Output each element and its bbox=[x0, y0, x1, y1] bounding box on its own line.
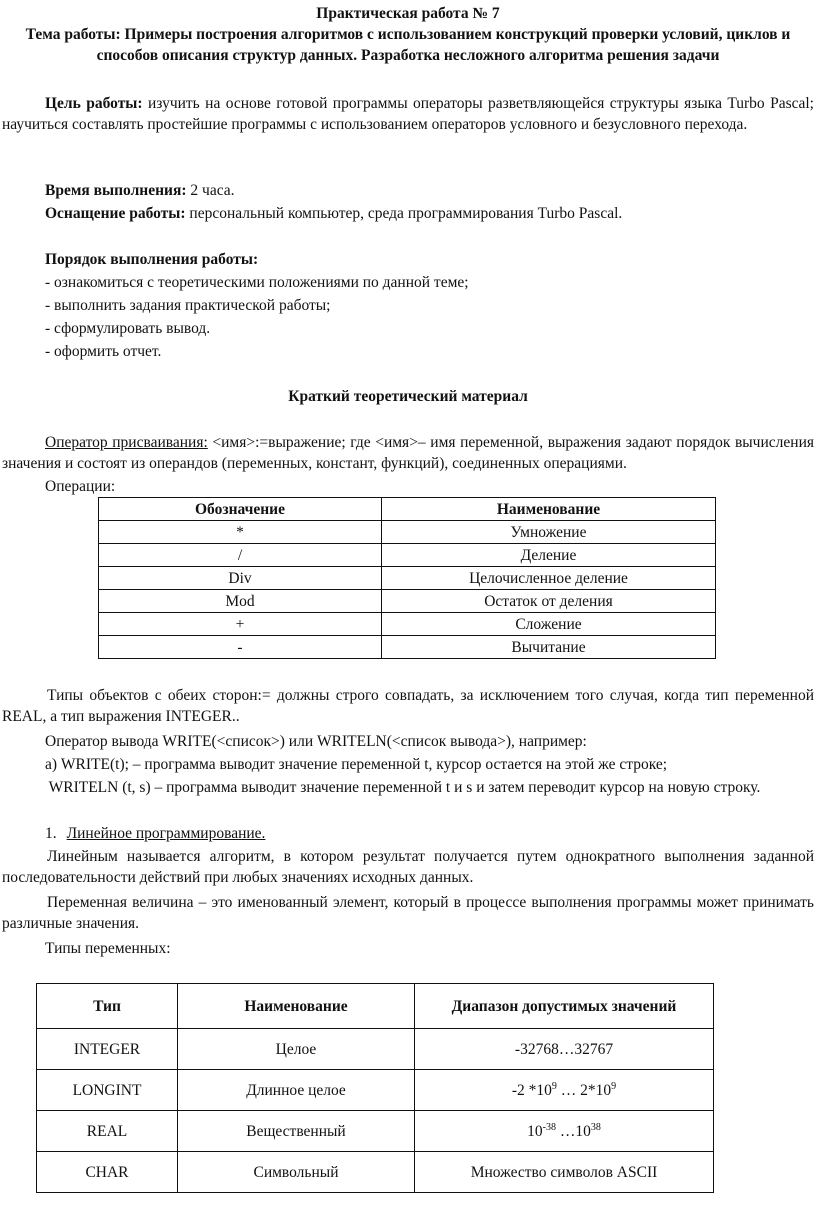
range-exponent: -38 bbox=[542, 1121, 556, 1133]
table-row bbox=[99, 613, 716, 636]
table-cell: Деление bbox=[382, 544, 716, 567]
order-item: - оформить отчет. bbox=[45, 343, 162, 360]
var-types-label: Типы переменных: bbox=[45, 940, 171, 957]
range-exponent: 38 bbox=[590, 1121, 601, 1133]
work-topic: Тема работы: Примеры построения алгоритмов с использованием конструкций проверки условий, циклов и способов описания структур данных. Разработка несложного алгоритма решения задачи bbox=[25, 26, 791, 64]
variable-types-table bbox=[36, 983, 714, 1193]
assign-text: <имя>:=выражение; где <имя>– имя переменной, выражения задают порядок вычисления значения и состоят из операндов (переменных, констант, функций), соединенных операциями. bbox=[2, 434, 814, 472]
order-item: - сформулировать вывод. bbox=[45, 320, 211, 337]
table-header: Обозначение bbox=[99, 498, 382, 521]
table-row bbox=[99, 567, 716, 590]
range-part: …10 bbox=[555, 1122, 591, 1140]
assign-paragraph bbox=[0, 432, 816, 474]
type-cell: CHAR bbox=[37, 1152, 178, 1193]
time-line bbox=[0, 180, 816, 201]
table-row bbox=[99, 521, 716, 544]
write-example-a: а) WRITE(t); – программа выводит значение переменной t, курсор остается на этой же строке; bbox=[45, 756, 668, 773]
order-item: - выполнить задания практической работы; bbox=[45, 297, 331, 314]
table-header-row bbox=[99, 498, 716, 521]
table-cell: Сложение bbox=[382, 613, 716, 636]
section-heading bbox=[0, 823, 816, 844]
type-cell: LONGINT bbox=[37, 1070, 178, 1111]
goal-paragraph bbox=[0, 93, 816, 135]
theory-title: Краткий теоретический материал bbox=[288, 388, 528, 405]
table-row bbox=[37, 1111, 714, 1152]
order-label: Порядок выполнения работы: bbox=[45, 251, 259, 268]
writeln-paragraph bbox=[0, 777, 816, 798]
time-text: 2 часа. bbox=[186, 182, 235, 199]
table-cell: / bbox=[99, 544, 382, 567]
types-paragraph: Типы объектов с обеих сторон:= должны строго совпадать, за исключением того случая, когда тип переменной REAL, а тип выражения INTEGER.. bbox=[2, 687, 814, 725]
table-cell: Mod bbox=[99, 590, 382, 613]
operations-table bbox=[98, 497, 716, 659]
name-cell: Длинное целое bbox=[178, 1070, 415, 1111]
goal-label: Цель работы: bbox=[45, 95, 143, 112]
table-header: Тип bbox=[37, 984, 178, 1029]
page-title: Практическая работа № 7 bbox=[316, 5, 500, 22]
table-cell: Вычитание bbox=[382, 636, 716, 659]
name-cell: Вещественный bbox=[178, 1111, 415, 1152]
table-row bbox=[99, 544, 716, 567]
variable-paragraph: Переменная величина – это именованный элемент, который в процессе выполнения программы может принимать различные значения. bbox=[2, 894, 814, 932]
table-cell: Остаток от деления bbox=[382, 590, 716, 613]
table-row bbox=[99, 636, 716, 659]
range-cell: Множество символов ASCII bbox=[415, 1152, 714, 1193]
table-header: Наименование bbox=[382, 498, 716, 521]
table-cell: Div bbox=[99, 567, 382, 590]
table-cell: * bbox=[99, 521, 382, 544]
range-part: 10 bbox=[527, 1122, 543, 1140]
operations-label: Операции: bbox=[45, 478, 116, 495]
name-cell: Целое bbox=[178, 1029, 415, 1070]
table-row bbox=[99, 590, 716, 613]
assign-label: Оператор присваивания: bbox=[45, 434, 208, 451]
table-row bbox=[37, 1152, 714, 1193]
write-paragraph: Оператор вывода WRITE(<список>) или WRITELN(<список вывода>), например: bbox=[45, 733, 587, 750]
order-item: - ознакомиться с теоретическими положениями по данной теме; bbox=[45, 274, 469, 291]
range-exponent: 9 bbox=[611, 1080, 617, 1092]
table-cell: + bbox=[99, 613, 382, 636]
equipment-line bbox=[0, 203, 816, 224]
table-cell: Целочисленное деление bbox=[382, 567, 716, 590]
type-cell: REAL bbox=[37, 1111, 178, 1152]
table-row bbox=[37, 1029, 714, 1070]
name-cell: Символьный bbox=[178, 1152, 415, 1193]
table-cell: Умножение bbox=[382, 521, 716, 544]
goal-text: изучить на основе готовой программы операторы разветвляющейся структуры языка Turbo Pascal; научиться составлять простейшие программы с использованием операторов условного и безусловного перехода. bbox=[2, 95, 814, 133]
time-label: Время выполнения: bbox=[45, 182, 187, 199]
type-cell: INTEGER bbox=[37, 1029, 178, 1070]
equipment-text: персональный компьютер, среда программирования Turbo Pascal. bbox=[185, 205, 623, 222]
range-exponent: 9 bbox=[551, 1080, 557, 1092]
table-cell: - bbox=[99, 636, 382, 659]
range-part: -2 *10 bbox=[511, 1081, 552, 1099]
range-cell bbox=[415, 1070, 714, 1111]
range-part: … 2*10 bbox=[556, 1081, 612, 1099]
linear-paragraph: Линейным называется алгоритм, в котором результат получается путем однократного выполнения заданной последовательности действий при любых значениях исходных данных. bbox=[2, 848, 814, 886]
table-header: Наименование bbox=[178, 984, 415, 1029]
table-row bbox=[37, 1070, 714, 1111]
range-cell bbox=[415, 1111, 714, 1152]
table-header-row bbox=[37, 984, 714, 1029]
table-header: Диапазон допустимых значений bbox=[415, 984, 714, 1029]
writeln-text: WRITELN (t, s) – программа выводит значение переменной t и s и затем переводит курсор на новую строку. bbox=[45, 779, 761, 796]
equipment-label: Оснащение работы: bbox=[45, 205, 186, 222]
section-title: Линейное программирование. bbox=[66, 825, 266, 842]
range-cell: -32768…32767 bbox=[415, 1029, 714, 1070]
section-number: 1. bbox=[45, 825, 57, 842]
